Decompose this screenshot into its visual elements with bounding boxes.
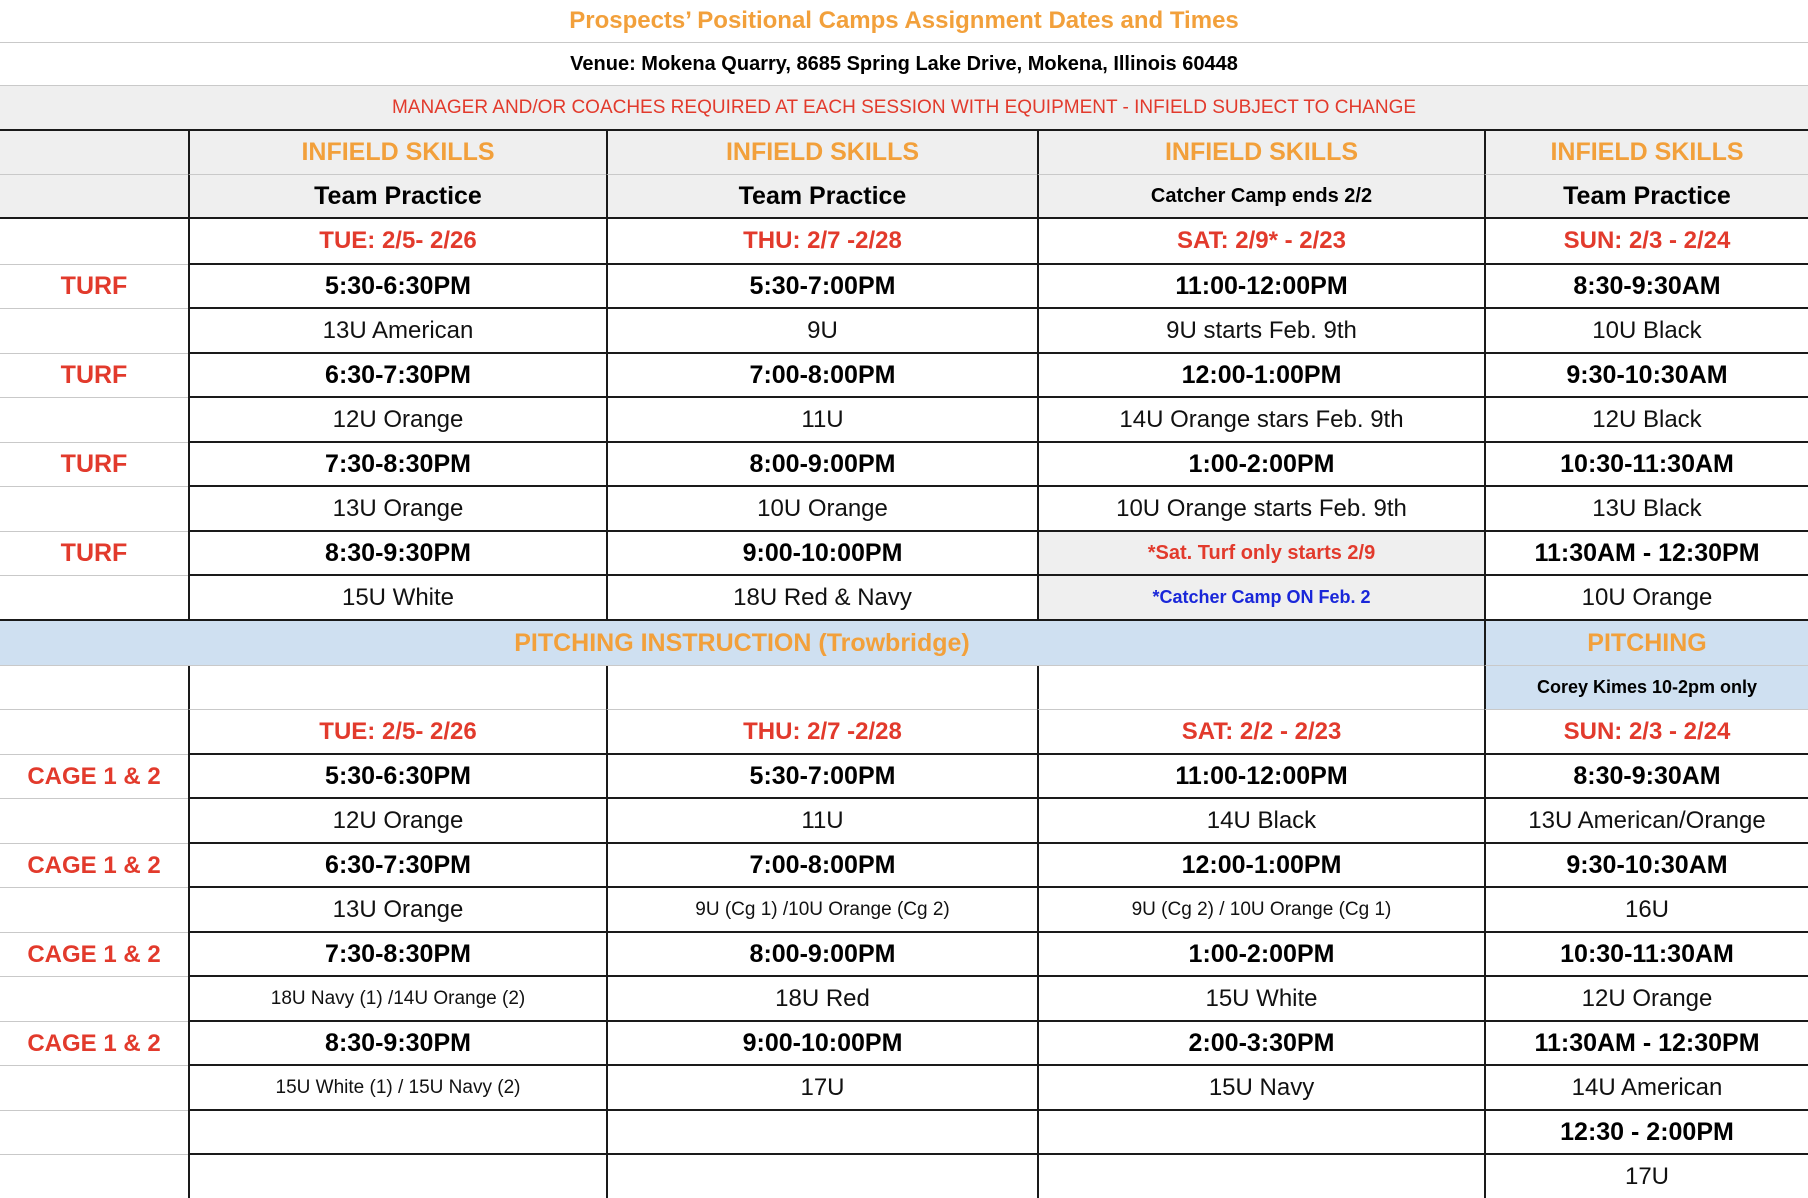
blank-cell <box>0 1066 188 1111</box>
date-sun[interactable]: SUN: 2/3 - 2/24 <box>1484 219 1808 265</box>
blank-cell <box>0 398 188 443</box>
pitching-team-row <box>0 1066 1808 1111</box>
location-label[interactable]: TURF <box>0 354 188 398</box>
subheader-thu[interactable]: Team Practice <box>606 175 1037 219</box>
time-cell[interactable]: 5:30-6:30PM <box>188 265 606 309</box>
team-cell[interactable] <box>606 1155 1037 1198</box>
team-cell[interactable]: 15U White <box>188 576 606 621</box>
team-cell[interactable]: 14U American <box>1484 1066 1808 1111</box>
infield-dates-row <box>0 219 1808 265</box>
time-cell[interactable]: 12:00-1:00PM <box>1037 844 1484 888</box>
blank-cell <box>0 666 188 710</box>
time-cell[interactable]: 9:30-10:30AM <box>1484 354 1808 398</box>
team-cell[interactable]: 9U starts Feb. 9th <box>1037 309 1484 354</box>
team-cell[interactable]: 18U Red <box>606 977 1037 1022</box>
blank-cell <box>0 799 188 844</box>
time-cell[interactable]: 6:30-7:30PM <box>188 844 606 888</box>
time-cell[interactable]: 6:30-7:30PM <box>188 354 606 398</box>
blank-cell <box>0 175 188 219</box>
time-cell[interactable]: 9:30-10:30AM <box>1484 844 1808 888</box>
blank-cell <box>1037 666 1484 710</box>
time-cell[interactable]: 7:00-8:00PM <box>606 354 1037 398</box>
time-cell[interactable]: 11:30AM - 12:30PM <box>1484 532 1808 576</box>
team-cell[interactable]: 10U Orange <box>1484 576 1808 621</box>
pitching-time-row <box>0 1022 1808 1066</box>
venue-row <box>0 43 1808 86</box>
infield-header-row <box>0 131 1808 175</box>
time-cell[interactable]: 5:30-6:30PM <box>188 755 606 799</box>
team-cell[interactable]: 12U Orange <box>188 398 606 443</box>
team-cell[interactable]: 17U <box>1484 1155 1808 1198</box>
team-cell[interactable]: 13U Black <box>1484 487 1808 532</box>
pitching-time-row <box>0 844 1808 888</box>
location-label[interactable]: CAGE 1 & 2 <box>0 755 188 799</box>
time-cell[interactable]: 12:30 - 2:00PM <box>1484 1111 1808 1155</box>
title-row <box>0 0 1808 43</box>
date-tue[interactable]: TUE: 2/5- 2/26 <box>188 219 606 265</box>
team-cell[interactable]: 13U American/Orange <box>1484 799 1808 844</box>
time-cell[interactable]: 1:00-2:00PM <box>1037 443 1484 487</box>
blank-cell <box>0 1111 188 1155</box>
location-label[interactable]: CAGE 1 & 2 <box>0 933 188 977</box>
blank-cell <box>0 888 188 933</box>
pitching-time-row <box>0 933 1808 977</box>
time-cell[interactable]: 8:30-9:30PM <box>188 532 606 576</box>
blank-cell <box>0 1155 188 1198</box>
pitching-time-row <box>0 755 1808 799</box>
pitching-header-row <box>0 621 1808 666</box>
team-cell[interactable] <box>1037 1155 1484 1198</box>
time-cell[interactable]: 8:30-9:30AM <box>1484 265 1808 309</box>
team-cell[interactable]: 13U American <box>188 309 606 354</box>
date-sun[interactable]: SUN: 2/3 - 2/24 <box>1484 710 1808 755</box>
pitching-dates-row <box>0 710 1808 755</box>
team-cell[interactable]: 11U <box>606 799 1037 844</box>
location-label[interactable]: TURF <box>0 532 188 576</box>
location-label[interactable]: CAGE 1 & 2 <box>0 844 188 888</box>
team-cell[interactable]: 18U Navy (1) /14U Orange (2) <box>188 977 606 1022</box>
page-title[interactable]: Prospects’ Positional Camps Assignment Dates and Times <box>0 0 1808 43</box>
team-cell[interactable]: 10U Black <box>1484 309 1808 354</box>
team-cell[interactable]: 15U White (1) / 15U Navy (2) <box>188 1066 606 1111</box>
infield-team-row <box>0 487 1808 532</box>
infield-time-row <box>0 532 1808 576</box>
time-cell[interactable]: 8:00-9:00PM <box>606 933 1037 977</box>
time-cell[interactable]: 9:00-10:00PM <box>606 532 1037 576</box>
date-tue[interactable]: TUE: 2/5- 2/26 <box>188 710 606 755</box>
infield-team-row <box>0 398 1808 443</box>
time-cell[interactable] <box>1037 1111 1484 1155</box>
infield-time-row <box>0 443 1808 487</box>
team-cell[interactable]: 12U Orange <box>1484 977 1808 1022</box>
blank-cell <box>0 219 188 265</box>
infield-header-sun[interactable]: INFIELD SKILLS <box>1484 131 1808 175</box>
time-cell[interactable]: 10:30-11:30AM <box>1484 933 1808 977</box>
time-cell[interactable]: 11:00-12:00PM <box>1037 755 1484 799</box>
pitching-header-right[interactable]: PITCHING <box>1484 621 1808 666</box>
coach-note[interactable]: Corey Kimes 10-2pm only <box>1484 666 1808 710</box>
infield-team-row <box>0 576 1808 621</box>
team-cell[interactable]: 12U Black <box>1484 398 1808 443</box>
notice-text[interactable]: MANAGER AND/OR COACHES REQUIRED AT EACH SESSION WITH EQUIPMENT - INFIELD SUBJECT TO CHANGE <box>0 86 1808 131</box>
blank-cell <box>606 666 1037 710</box>
infield-time-row <box>0 265 1808 309</box>
date-sat[interactable]: SAT: 2/2 - 2/23 <box>1037 710 1484 755</box>
subheader-sun[interactable]: Team Practice <box>1484 175 1808 219</box>
infield-time-row <box>0 354 1808 398</box>
time-cell[interactable]: 12:00-1:00PM <box>1037 354 1484 398</box>
infield-header-thu[interactable]: INFIELD SKILLS <box>606 131 1037 175</box>
infield-header-tue[interactable]: INFIELD SKILLS <box>188 131 606 175</box>
team-cell[interactable]: 17U <box>606 1066 1037 1111</box>
pitching-team-row <box>0 888 1808 933</box>
time-cell[interactable]: 10:30-11:30AM <box>1484 443 1808 487</box>
infield-subheader-row <box>0 175 1808 219</box>
team-cell[interactable]: 16U <box>1484 888 1808 933</box>
pitching-team-row <box>0 799 1808 844</box>
time-cell[interactable]: 5:30-7:00PM <box>606 755 1037 799</box>
blank-cell <box>0 977 188 1022</box>
team-cell[interactable]: 14U Black <box>1037 799 1484 844</box>
pitching-note-row <box>0 666 1808 710</box>
catcher-camp-note[interactable]: *Catcher Camp ON Feb. 2 <box>1037 576 1484 621</box>
time-cell[interactable]: 8:00-9:00PM <box>606 443 1037 487</box>
date-thu[interactable]: THU: 2/7 -2/28 <box>606 219 1037 265</box>
blank-cell <box>0 131 188 175</box>
date-sat[interactable]: SAT: 2/9* - 2/23 <box>1037 219 1484 265</box>
time-cell[interactable]: 2:00-3:30PM <box>1037 1022 1484 1066</box>
time-cell[interactable] <box>606 1111 1037 1155</box>
pitching-team-row <box>0 977 1808 1022</box>
subheader-tue[interactable]: Team Practice <box>188 175 606 219</box>
infield-header-sat[interactable]: INFIELD SKILLS <box>1037 131 1484 175</box>
time-cell[interactable]: 7:00-8:00PM <box>606 844 1037 888</box>
blank-cell <box>0 309 188 354</box>
team-cell[interactable]: 18U Red & Navy <box>606 576 1037 621</box>
team-cell[interactable]: 10U Orange starts Feb. 9th <box>1037 487 1484 532</box>
team-cell[interactable]: 11U <box>606 398 1037 443</box>
time-cell[interactable]: 7:30-8:30PM <box>188 933 606 977</box>
time-cell[interactable]: 5:30-7:00PM <box>606 265 1037 309</box>
team-cell[interactable] <box>188 1155 606 1198</box>
time-cell[interactable] <box>188 1111 606 1155</box>
team-cell[interactable]: 15U White <box>1037 977 1484 1022</box>
time-cell[interactable]: 11:30AM - 12:30PM <box>1484 1022 1808 1066</box>
subheader-sat[interactable]: Catcher Camp ends 2/2 <box>1037 175 1484 219</box>
time-cell[interactable]: 8:30-9:30PM <box>188 1022 606 1066</box>
team-cell[interactable]: 13U Orange <box>188 888 606 933</box>
notice-row <box>0 86 1808 131</box>
location-label[interactable]: TURF <box>0 443 188 487</box>
team-cell[interactable]: 15U Navy <box>1037 1066 1484 1111</box>
pitching-team-row <box>0 1155 1808 1198</box>
time-cell[interactable]: 1:00-2:00PM <box>1037 933 1484 977</box>
team-cell[interactable]: 12U Orange <box>188 799 606 844</box>
date-thu[interactable]: THU: 2/7 -2/28 <box>606 710 1037 755</box>
pitching-header[interactable]: PITCHING INSTRUCTION (Trowbridge) <box>0 621 1484 666</box>
time-cell[interactable]: 7:30-8:30PM <box>188 443 606 487</box>
venue-text[interactable]: Venue: Mokena Quarry, 8685 Spring Lake Drive, Mokena, Illinois 60448 <box>0 43 1808 86</box>
location-label[interactable]: CAGE 1 & 2 <box>0 1022 188 1066</box>
location-label[interactable]: TURF <box>0 265 188 309</box>
team-cell[interactable]: 14U Orange stars Feb. 9th <box>1037 398 1484 443</box>
sat-turf-note[interactable]: *Sat. Turf only starts 2/9 <box>1037 532 1484 576</box>
team-cell[interactable]: 9U <box>606 309 1037 354</box>
pitching-time-row <box>0 1111 1808 1155</box>
team-cell[interactable]: 9U (Cg 1) /10U Orange (Cg 2) <box>606 888 1037 933</box>
time-cell[interactable]: 11:00-12:00PM <box>1037 265 1484 309</box>
team-cell[interactable]: 10U Orange <box>606 487 1037 532</box>
blank-cell <box>0 487 188 532</box>
team-cell[interactable]: 13U Orange <box>188 487 606 532</box>
blank-cell <box>0 710 188 755</box>
time-cell[interactable]: 8:30-9:30AM <box>1484 755 1808 799</box>
time-cell[interactable]: 9:00-10:00PM <box>606 1022 1037 1066</box>
infield-team-row <box>0 309 1808 354</box>
team-cell[interactable]: 9U (Cg 2) / 10U Orange (Cg 1) <box>1037 888 1484 933</box>
blank-cell <box>188 666 606 710</box>
blank-cell <box>0 576 188 621</box>
